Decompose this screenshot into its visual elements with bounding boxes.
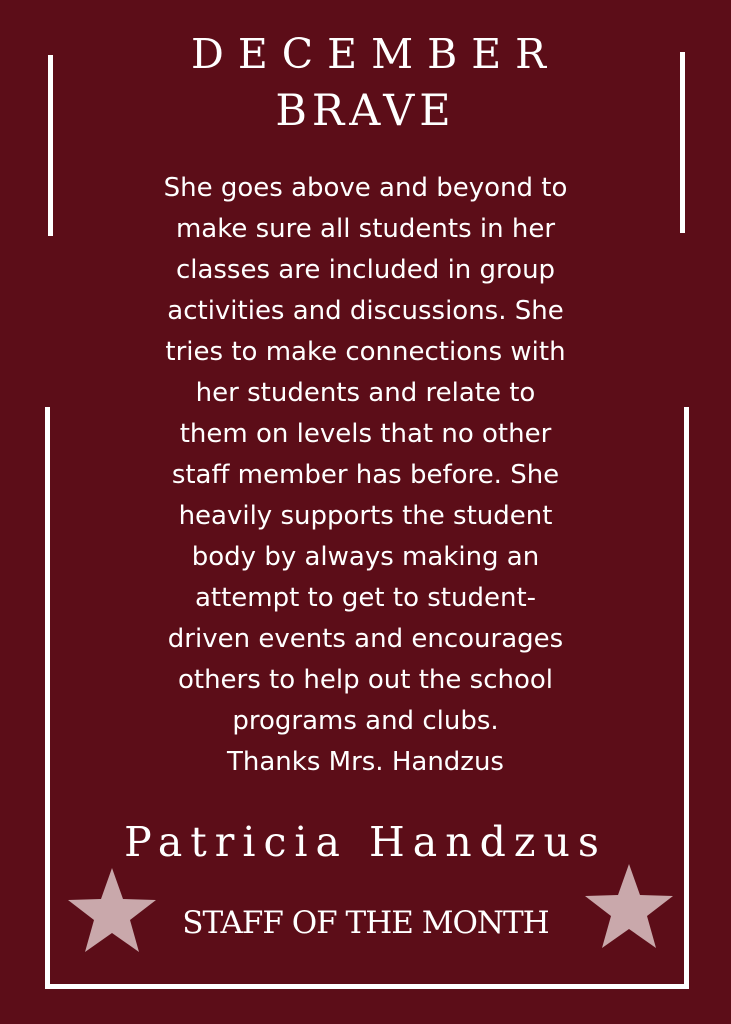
decorative-bar-top-right	[680, 52, 685, 233]
message-line: body by always making an	[191, 542, 540, 572]
honoree-name: Patricia Handzus	[124, 818, 607, 866]
message-line: them on levels that no other	[179, 419, 552, 449]
message-line: driven events and encourages	[167, 624, 564, 654]
message-line: others to help out the school	[177, 665, 554, 695]
heading-brave: BRAVE	[275, 86, 456, 136]
nomination-message	[120, 168, 611, 783]
message-line: She goes above and beyond to	[163, 173, 568, 203]
decorative-bar-top-left	[48, 55, 53, 236]
message-line: make sure all students in her	[175, 214, 556, 244]
message-line: programs and clubs.	[232, 706, 499, 736]
message-line: tries to make connections with	[165, 337, 566, 367]
message-line: activities and discussions. She	[167, 296, 564, 326]
message-line: her students and relate to	[195, 378, 536, 408]
heading-month: DECEMBER	[190, 30, 560, 78]
message-line: staff member has before. She	[171, 460, 560, 490]
award-title: STAFF OF THE MONTH	[182, 905, 549, 941]
message-line: Thanks Mrs. Handzus	[227, 747, 504, 777]
message-line: heavily supports the student	[178, 501, 553, 531]
message-line: classes are included in group	[175, 255, 556, 285]
message-line: attempt to get to student-	[194, 583, 537, 613]
